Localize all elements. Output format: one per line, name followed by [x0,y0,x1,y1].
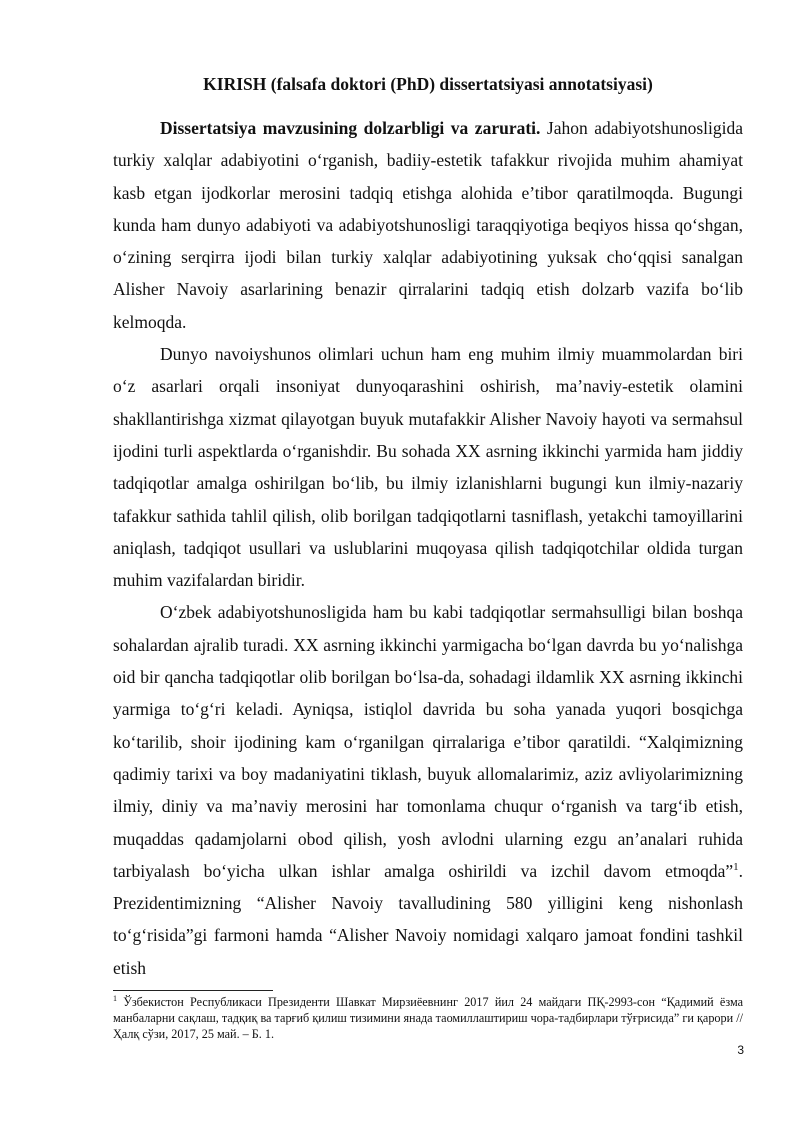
paragraph-text: O‘zbek adabiyotshunosligida ham bu kabi tadqiqotlar sermahsulligi bilan boshqa sohalardan ajralib turadi. XX asrning ikkinchi yarmigacha bo‘lgan davrda bu yo‘nalishga oid bir qancha tadqiqotlar olib borilgan bo‘lsa-da, sohadagi ildamlik XX asrning ikkinchi yarmiga to‘g‘ri keladi. Ayniqsa, istiqlol davrida bu soha yanada yuqori bosqichga ko‘tarilib, shoir ijodining kam o‘rganilgan qirralariga e’tibor qaratildi. “Xalqimizning qadimiy tarixi va boy madaniyatini tiklash, buyuk allomalarimiz, aziz avliyolarimizning ilmiy, diniy va ma’naviy merosini har tomonlama chuqur o‘rganish va targ‘ib etish, muqaddas qadamjolarni obod qilish, yosh avlodni ularning ezgu an’analari ruhida tarbiyalash bo‘yicha ulkan ishlar amalga oshirildi va izchil davom etmoqda” [113,602,743,881]
paragraph-relevance [113,112,743,338]
paragraph-text: Dunyo navoiyshunos olimlari uchun ham eng muhim ilmiy muammolardan biri o‘z asarlari orqali insoniyat dunyoqarashini oshirish, ma’naviy-estetik olamini shakllantirishga xizmat qilayotgan buyuk mutafakkir Alisher Navoiy hayoti va sermahsul ijodini turli aspektlarda o‘rganishdir. Bu sohada XX asrning ikkinchi yarmida ham jiddiy tadqiqotlar amalga oshirilgan bo‘lib, bu ilmiy izlanishlarni bugungi kun ilmiy-nazariy tafakkur sathida tahlil qilish, olib borilgan tadqiqotlarni tasniflash, yetakchi tamoyillarini aniqlash, tadqiqot usullari va uslublarini muqoyasa qilish tadqiqotchilar oldida turgan muhim vazifalardan biridir. [113,344,743,591]
paragraph-uzbek-literary-studies [113,596,743,984]
footnote-number: 1 [113,993,117,1003]
footnote-reference[interactable]: 1 [733,861,739,873]
footnote-divider [113,990,273,991]
paragraph-text-continued: . Prezidentimizning “Alisher Navoiy tavalludining 580 yilligini keng nishonlash to‘g‘risida”gi farmoni hamda “Alisher Navoiy nomidagi xalqaro jamoat fondini tashkil etish [113,860,743,978]
paragraph-world-navoi-studies [113,338,743,596]
document-page [113,72,743,984]
paragraph-text: Jahon adabiyotshunosligida turkiy xalqlar adabiyotini o‘rganish, badiiy-estetik tafakkur rivojida muhim ahamiyat kasb etgan ijodkorlar merosini tadqiq etishga alohida e’tibor qaratilmoqda. Bugungi kunda ham dunyo adabiyoti va adabiyotshunosligi taraqqiyotiga beqiyos hissa qo‘shgan, o‘zining serqirra ijodi bilan turkiy xalqlar adabiyotining yuksak cho‘qqisi sanalgan Alisher Navoiy asarlarining benazir qirralarini tadqiq etish dolzarb vazifa bo‘lib kelmoqda. [113,118,744,332]
paragraph-lead-heading: Dissertatsiya mavzusining dolzarbligi va zarurati. [160,118,541,138]
page-number: 3 [737,1043,744,1057]
footnote [113,994,743,1042]
document-title: KIRISH (falsafa doktori (PhD) dissertatsiyasi annotatsiyasi) [203,74,653,94]
footnote-text: Ўзбекистон Республикаси Президенти Шавкат Мирзиёевнинг 2017 йил 24 майдаги ПҚ-2993-сон “Қадимий ёзма манбаларни сақлаш, тадқиқ ва тарғиб қилиш тизимини янада таомиллаштириш чора-тадбирлари тўғрисида” ги қарори // Ҳалқ сўзи, 2017, 25 май. – Б. 1. [113,995,743,1041]
